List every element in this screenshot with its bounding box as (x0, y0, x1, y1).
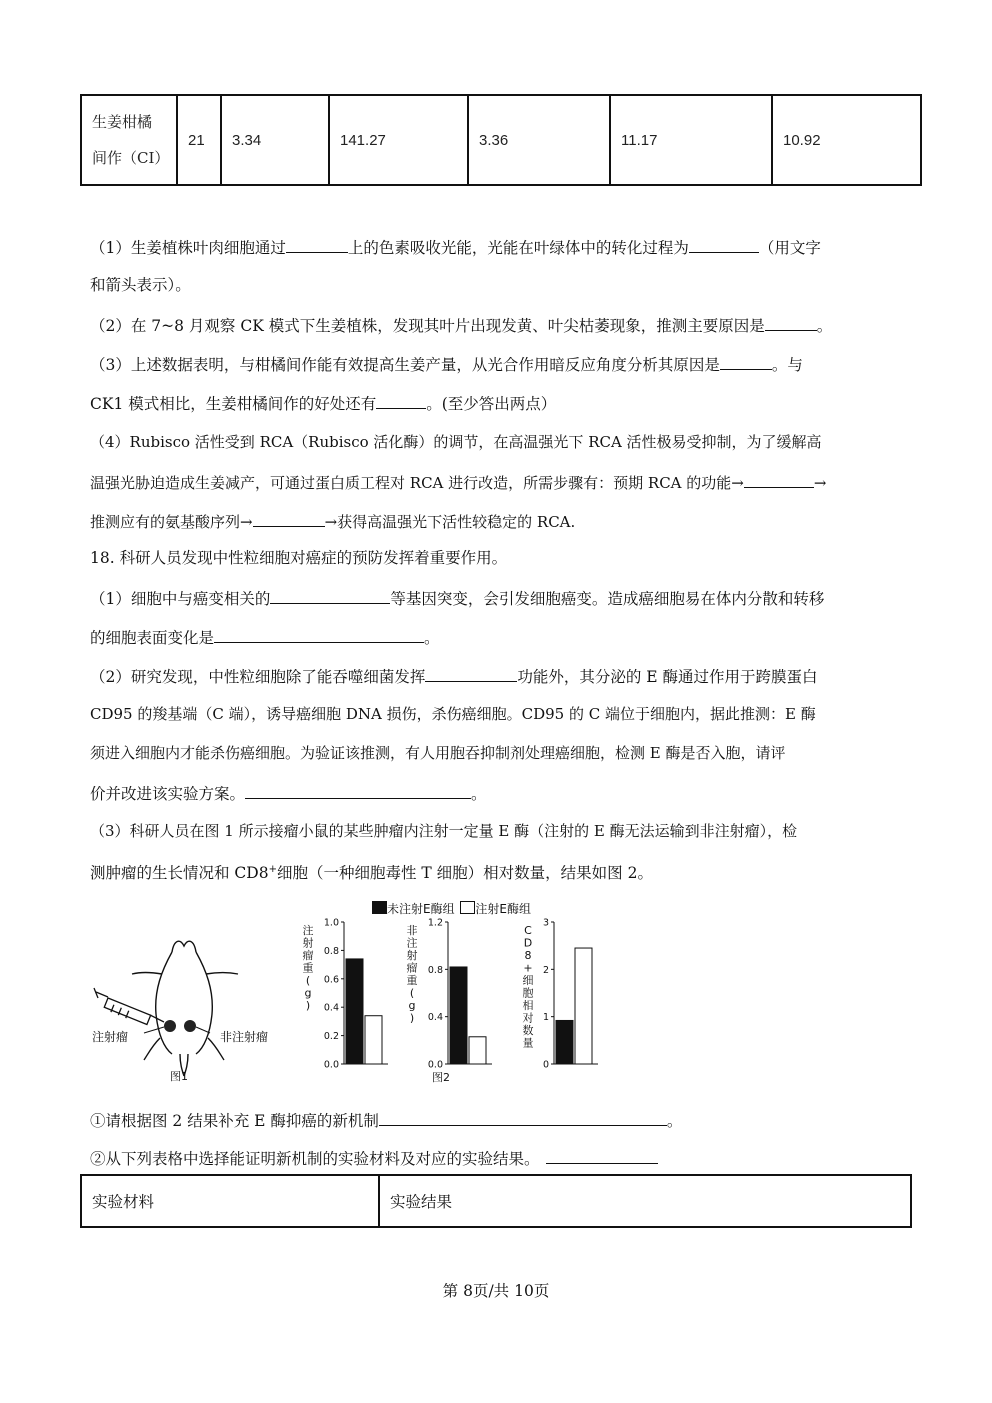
q17-part3-line1: （3）上述数据表明，与柑橘间作能有效提高生姜产量，从光合作用暗反应角度分析其原因是 。与 (90, 353, 803, 375)
y-axis-label-char: ) (409, 1011, 415, 1025)
mouse-diagram (92, 930, 282, 1090)
syringe-icon (94, 988, 164, 1025)
y-axis-label-char: 数 (522, 1024, 534, 1037)
non-injected-tumor-icon (184, 1020, 196, 1032)
label-non-injected-tumor: 非注射瘤 (220, 1030, 269, 1044)
answer-blank[interactable] (376, 392, 426, 409)
table-cell-mode (81, 95, 177, 185)
q18-part3-line2: 测肿瘤的生长情况和 CD8+细胞（一种细胞毒性 T 细胞）相对数量，结果如图 2。 (90, 864, 653, 883)
q17-part4-line1: （4）Rubisco 活性受到 RCA（Rubisco 活化酶）的调节，在高温强光下 RCA 活性极易受抑制，为了缓解高 (90, 433, 822, 451)
answer-blank[interactable] (546, 1147, 658, 1164)
y-tick-label: 1.0 (323, 917, 339, 929)
bar-untreated (346, 959, 363, 1064)
mode-name-line2: 间作（CI） (92, 149, 170, 167)
y-axis-label-char: 射 (302, 936, 314, 950)
answer-blank[interactable] (286, 236, 348, 253)
table-cell: 3.34 (221, 95, 329, 185)
mode-name-line1: 生姜柑橘 (92, 113, 153, 131)
q18-sub2: ②从下列表格中选择能证明新机制的实验材料及对应的实验结果。 (90, 1147, 658, 1169)
q17-part1-line2: 和箭头表示）。 (90, 276, 191, 294)
y-axis-label-char: 量 (522, 1036, 534, 1050)
bar-untreated (450, 967, 467, 1064)
y-axis-label-char: + (523, 961, 533, 975)
answer-table (80, 1174, 912, 1228)
y-tick-label: 0.4 (427, 1012, 443, 1024)
q17-part2: （2）在 7~8 月观察 CK 模式下生姜植株，发现其叶片出现发黄、叶尖枯萎现象，推测主要原因是 。 (90, 314, 832, 336)
bar-untreated (556, 1020, 573, 1064)
y-axis-label-char: 8 (524, 949, 532, 962)
figure-2-caption: 图2 (432, 1071, 450, 1084)
table-cell: 11.17 (610, 95, 772, 185)
q18-part3-line1: （3）科研人员在图 1 所示接瘤小鼠的某些肿瘤内注射一定量 E 酶（注射的 E 酶无法运输到非注射瘤），检 (90, 822, 798, 840)
bar-treated (469, 1037, 486, 1064)
y-axis-label-char: C (524, 924, 532, 937)
figure-1 (92, 930, 282, 1090)
y-tick-label: 0.0 (427, 1059, 443, 1071)
y-tick-label: 0.4 (323, 1002, 339, 1014)
bar-treated (365, 1016, 382, 1064)
y-axis-label-char: 非 (406, 924, 418, 937)
answer-blank[interactable] (379, 1109, 667, 1126)
q18-sub1: ①请根据图 2 结果补充 E 酶抑癌的新机制 。 (90, 1109, 682, 1131)
y-axis-label-char: 注 (406, 936, 418, 950)
y-tick-label: 2 (542, 964, 549, 976)
y-tick-label: 3 (542, 917, 549, 929)
answer-blank[interactable] (245, 782, 471, 799)
y-tick-label: 0.2 (323, 1031, 339, 1043)
y-axis-label-char: D (523, 936, 533, 950)
q18-part2-line4: 价并改进该实验方案。 。 (90, 782, 487, 804)
label-injected-tumor: 注射瘤 (92, 1030, 129, 1044)
y-axis-label-char: ( (305, 974, 311, 987)
injected-tumor-icon (164, 1020, 176, 1032)
y-tick-label: 1 (542, 1012, 549, 1024)
y-tick-label: 0.8 (323, 945, 339, 957)
q18-part1-line2: 的细胞表面变化是 。 (90, 626, 440, 648)
legend-swatch-treated (460, 901, 475, 914)
y-axis-label-char: 注 (302, 924, 314, 937)
q17-part3-line2: CK1 模式相比，生姜柑橘间作的好处还有 。(至少答出两点） (90, 392, 556, 414)
q18-part2-line3: 须进入细胞内才能杀伤癌细胞。为验证该推测，有人用胞吞抑制剂处理癌细胞，检测 E 酶是否入胞，请评 (90, 744, 786, 762)
table-row (81, 95, 921, 185)
q18-part2-line1: （2）研究发现，中性粒细胞除了能吞噬细菌发挥 功能外，其分泌的 E 酶通过作用于跨膜蛋白 (90, 665, 818, 687)
data-table (80, 94, 922, 186)
table-cell: 141.27 (329, 95, 468, 185)
table-row (81, 1175, 911, 1227)
bar-charts (296, 896, 616, 1092)
answer-blank[interactable] (765, 314, 817, 331)
y-tick-label: 0.8 (427, 964, 443, 976)
y-axis-label-char: 瘤 (302, 949, 314, 962)
table-cell: 3.36 (468, 95, 610, 185)
answer-blank[interactable] (214, 626, 424, 643)
answer-blank[interactable] (744, 471, 814, 488)
y-axis-label-char: g (304, 986, 312, 1000)
y-axis-label-char: g (408, 999, 416, 1012)
q17-part4-line3: 推测应有的氨基酸序列→ →获得高温强光下活性较稳定的 RCA. (90, 510, 575, 532)
y-axis-label-char: 重 (406, 974, 418, 987)
answer-blank[interactable] (720, 353, 772, 370)
q17-part4-line2: 温强光胁迫造成生姜减产，可通过蛋白质工程对 RCA 进行改造，所需步骤有：预期 RCA 的功能→ → (90, 471, 826, 493)
bar-treated (575, 948, 592, 1064)
y-axis-label-char: ) (305, 999, 311, 1012)
y-tick-label: 0.6 (323, 974, 339, 986)
answer-blank[interactable] (689, 236, 759, 253)
figure-1-caption: 图1 (170, 1070, 188, 1083)
y-axis-label-char: 重 (302, 961, 314, 975)
y-axis-label-char: 射 (406, 949, 418, 962)
y-axis-label-char: 相 (522, 999, 534, 1012)
header-materials: 实验材料 (81, 1175, 379, 1227)
legend-swatch-untreated (372, 901, 387, 914)
y-axis-label-char: 瘤 (406, 961, 418, 975)
chart-legend: 未注射E酶组 注射E酶组 (372, 900, 531, 917)
answer-blank[interactable] (270, 587, 390, 604)
q18-title: 18. 科研人员发现中性粒细胞对癌症的预防发挥着重要作用。 (90, 549, 508, 567)
y-axis-label-char: ( (409, 986, 415, 1000)
y-axis-label-char: 胞 (522, 986, 534, 1000)
q17-part1-line1: （1）生姜植株叶肉细胞通过 上的色素吸收光能，光能在叶绿体中的转化过程为 （用文字 (90, 236, 821, 258)
y-tick-label: 1.2 (427, 917, 443, 929)
header-results: 实验结果 (379, 1175, 911, 1227)
answer-blank[interactable] (425, 665, 517, 682)
figure-2 (296, 896, 616, 1092)
table-cell: 21 (177, 95, 221, 185)
y-tick-label: 0.0 (323, 1059, 339, 1071)
y-axis-label-char: 对 (522, 1011, 534, 1025)
table-cell: 10.92 (772, 95, 921, 185)
y-tick-label: 0 (542, 1059, 549, 1071)
q18-part2-line2: CD95 的羧基端（C 端），诱导癌细胞 DNA 损伤，杀伤癌细胞。CD95 的 C 端位于细胞内，据此推测：E 酶 (90, 705, 816, 723)
page-footer: 第 8页/共 10页 (442, 1282, 550, 1300)
q18-part1-line1: （1）细胞中与癌变相关的 等基因突变，会引发细胞癌变。造成癌细胞易在体内分散和转移 (90, 587, 824, 609)
y-axis-label-char: 细 (522, 974, 534, 987)
answer-blank[interactable] (253, 510, 325, 527)
